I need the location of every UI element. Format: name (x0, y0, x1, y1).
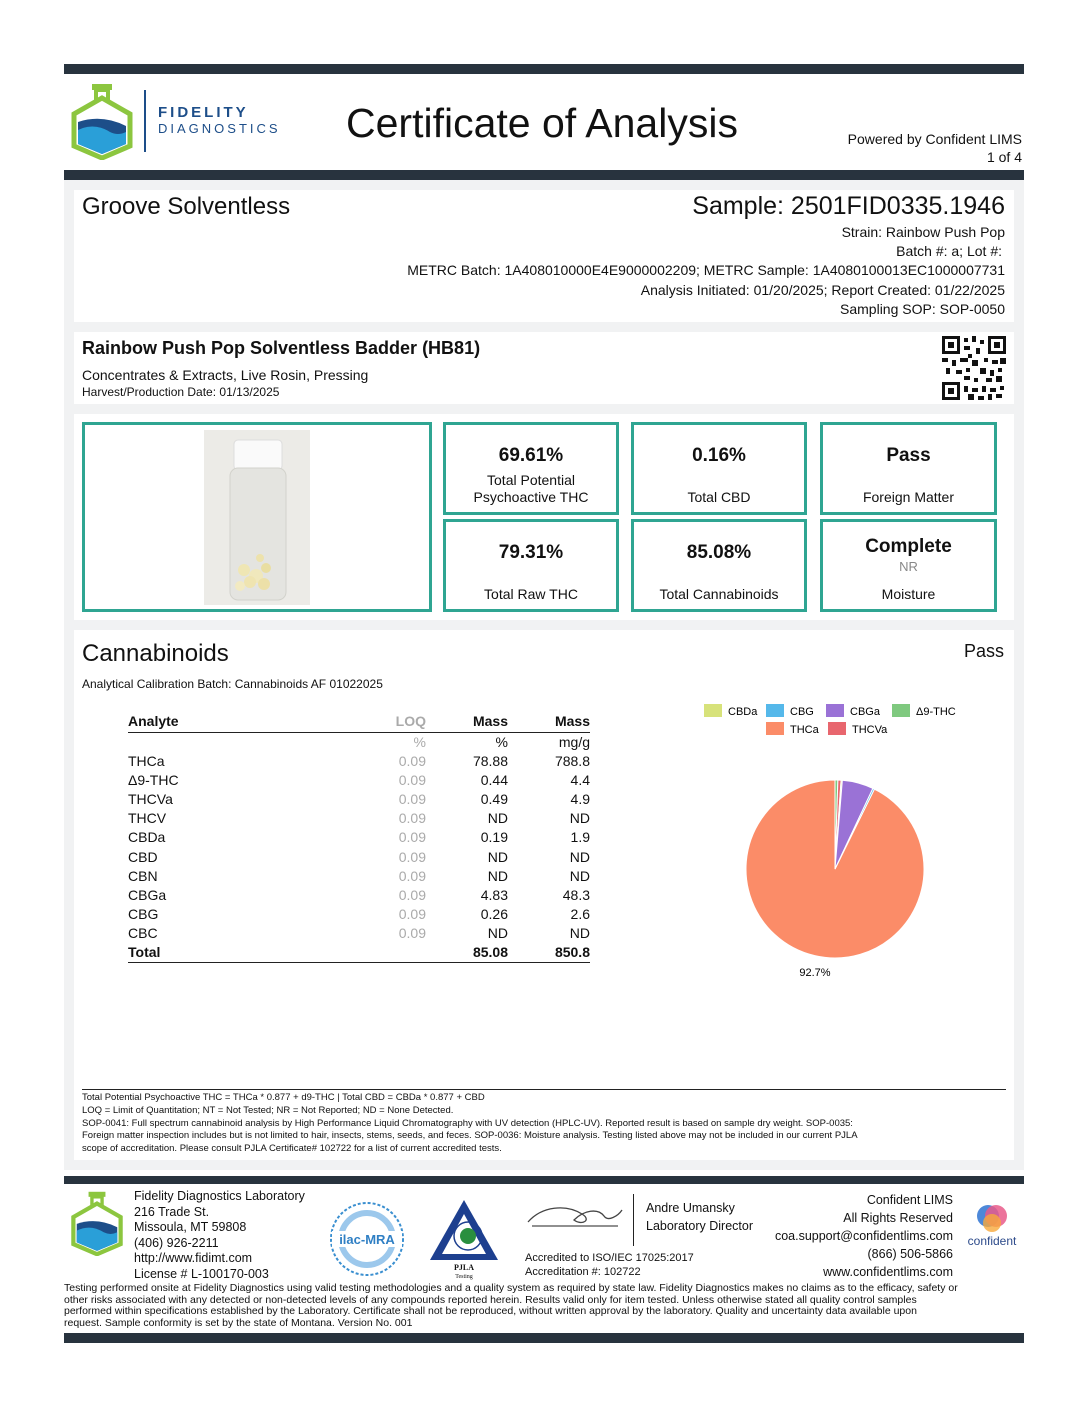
footnote-method-3: scope of accreditation. Please consult PJLA Certificate# 102722 for a list of current accredited tests. (82, 1143, 502, 1154)
legend-swatch (828, 722, 846, 735)
lab-street: 216 Trade St. (134, 1204, 210, 1219)
analyte-name: CBG (128, 906, 159, 923)
pie-data-label: 92.7% (799, 967, 831, 979)
metric-sub-value: NR (899, 559, 918, 574)
analyte-name: CBN (128, 867, 158, 884)
metric-moisture (820, 519, 997, 612)
analyte-loq: 0.09 (398, 752, 426, 769)
lab-phone: (406) 926-2211 (134, 1235, 219, 1250)
analyte-loq: 0.09 (398, 790, 426, 807)
footer-top-bar (64, 1176, 1024, 1184)
analyte-mass-pct: 78.88 (472, 752, 508, 769)
analyte-name: THCV (128, 810, 167, 827)
metrc-ids: METRC Batch: 1A408010000E4E9000002209; METRC Sample: 1A4080100013EC1000007731 (407, 262, 1005, 278)
harvest-date: Harvest/Production Date: 01/13/2025 (82, 385, 280, 399)
lab-website-link[interactable]: http://www.fidimt.com (134, 1251, 253, 1265)
analyte-mass-pct: 0.19 (480, 829, 508, 846)
analyte-mass-mg: ND (569, 867, 590, 884)
analyte-loq: 0.09 (398, 829, 426, 846)
analyte-name: Δ9-THC (128, 771, 179, 788)
header-divider-bar (64, 170, 1024, 180)
table-row (128, 752, 590, 771)
footnote-formula: Total Potential Psychoactive THC = THCa * 0.877 + d9-THC | Total CBD = CBDa * 0.877 + CBD (82, 1092, 485, 1103)
batch-lot: Batch #: a; Lot #: (896, 243, 1002, 259)
analysis-dates: Analysis Initiated: 01/20/2025; Report Created: 01/22/2025 (640, 282, 1005, 298)
analyte-name: CBGa (128, 886, 167, 903)
table-row (128, 809, 590, 828)
confident-name: Confident LIMS (866, 1193, 953, 1207)
footnote-abbrev: LOQ = Limit of Quantitation; NT = Not Tested; NR = Not Reported; ND = None Detected. (82, 1105, 454, 1116)
footnote-method-1: SOP-0041: Full spectrum cannabinoid analysis by High Performance Liquid Chromatography with UV detection (HPLC-UV). Reported result is based on sample dry weight. SOP-0035: (82, 1118, 853, 1129)
analyte-name: CBD (128, 848, 158, 865)
analyte-loq: 0.09 (398, 867, 426, 884)
metric-value: 0.16% (692, 445, 746, 466)
metric-value: 85.08% (686, 542, 752, 563)
metric-value: 79.31% (498, 542, 564, 563)
legend-item (766, 722, 820, 736)
table-row (128, 790, 590, 809)
disclaimer (64, 1283, 1024, 1329)
ilac-mra-text: ilac-MRA (339, 1232, 395, 1247)
table-row (128, 924, 590, 943)
table-row (128, 905, 590, 924)
lab-address (134, 1189, 305, 1282)
table-row (128, 771, 590, 790)
analyte-mass-mg: 1.9 (570, 829, 590, 846)
calibration-batch: Analytical Calibration Batch: Cannabinoids AF 01022025 (82, 677, 383, 691)
confident-email-link[interactable]: coa.support@confidentlims.com (774, 1229, 953, 1243)
confident-logo (962, 1200, 1022, 1252)
analyte-mass-mg: 788.8 (554, 752, 590, 769)
analyte-mass-pct: 0.26 (480, 906, 508, 923)
page-title: Certificate of Analysis (346, 100, 738, 146)
metric-total-raw-thc (443, 519, 619, 612)
legend-label: CBGa (850, 706, 880, 718)
analyte-loq: 0.09 (398, 848, 426, 865)
lab-name: Fidelity Diagnostics Laboratory (134, 1189, 305, 1203)
lab-city: Missoula, MT 59808 (134, 1220, 247, 1234)
bottom-bar (64, 1333, 1024, 1343)
legend-swatch (704, 704, 722, 717)
analyte-name: CBC (128, 925, 158, 942)
metric-total-psychoactive-thc (443, 422, 619, 515)
footnote-divider (82, 1089, 1006, 1090)
accreditation-number: Accreditation #: 102722 (525, 1266, 641, 1278)
analyte-loq: 0.09 (398, 925, 426, 942)
analyte-loq: 0.09 (398, 771, 426, 788)
total-mass-pct: 85.08 (426, 943, 508, 963)
disclaimer-line: other risks associated with any detected or non-detected levels of any compounds reported herein. Results valid only for item tested. Unless otherwise stated all quality control samples (64, 1293, 917, 1306)
analyte-mass-pct: ND (487, 867, 508, 884)
analyte-mass-mg: ND (569, 848, 590, 865)
legend-swatch (766, 704, 784, 717)
total-mass-mg: 850.8 (508, 943, 590, 963)
legend-swatch (826, 704, 844, 717)
analyte-loq: 0.09 (398, 886, 426, 903)
analyte-mass-mg: 2.6 (570, 906, 590, 923)
analyte-mass-mg: ND (569, 810, 590, 827)
iso-accreditation: Accredited to ISO/IEC 17025:2017 (525, 1252, 694, 1264)
analyte-mass-pct: ND (487, 810, 508, 827)
product-category: Concentrates & Extracts, Live Rosin, Pressing (82, 367, 369, 383)
analyte-mass-mg: 4.9 (570, 790, 590, 807)
analyte-mass-mg: 4.4 (570, 771, 590, 788)
cannabinoids-status: Pass (963, 641, 1004, 661)
analyte-mass-pct: 4.83 (480, 886, 508, 903)
page-number: 1 of 4 (986, 149, 1022, 165)
director-signature (522, 1196, 626, 1234)
analyte-loq: 0.09 (398, 810, 426, 827)
director-title: Laboratory Director (646, 1219, 753, 1233)
legend-item (826, 704, 881, 718)
table-header-row (128, 712, 590, 732)
metric-label: Foreign Matter (862, 489, 955, 505)
legend-label: THCVa (852, 724, 888, 736)
table-row (128, 828, 590, 847)
unit-cell: % (495, 733, 508, 750)
legend-label: THCa (790, 724, 819, 736)
signature-divider (633, 1194, 634, 1246)
metric-label: Total CBD (687, 489, 751, 505)
strain: Strain: Rainbow Push Pop (841, 224, 1005, 240)
header-loq: LOQ (328, 712, 426, 732)
sampling-sop: Sampling SOP: SOP-0050 (840, 301, 1005, 317)
product-photo (204, 430, 310, 605)
metric-foreign-matter (820, 422, 997, 515)
units-row (128, 732, 590, 752)
legend-label: CBG (790, 706, 814, 718)
disclaimer-line: request. Sample conformity is set by the state of Montana. Version No. 001 (64, 1316, 413, 1329)
unit-cell (128, 732, 328, 752)
legend-label: CBDa (728, 706, 758, 718)
analyte-mass-mg: ND (569, 925, 590, 942)
qr-code[interactable] (942, 336, 1006, 400)
legend-item (892, 704, 956, 718)
metric-label-line2: Psychoactive THC (473, 489, 589, 505)
fidelity-footer-logo (70, 1190, 124, 1256)
footnote-method-2: Foreign matter inspection includes but is not limited to hair, insects, stems, seeds, and feces. SOP-0036: Moisture analysis. Testing listed above may not be included in our current PJLA (82, 1130, 858, 1141)
legend-label: Δ9-THC (916, 706, 956, 718)
confident-contact (775, 1191, 953, 1281)
unit-cell: % (413, 733, 426, 750)
analyte-name: THCVa (128, 790, 173, 807)
pjla-text: PJLA (454, 1263, 474, 1272)
metric-value: Complete (865, 536, 952, 557)
analyte-name: THCa (128, 752, 165, 769)
cannabinoid-pie-chart (690, 700, 990, 990)
client-name: Groove Solventless (82, 193, 291, 220)
total-row (128, 943, 590, 963)
table-row (128, 886, 590, 905)
total-loq (328, 943, 426, 963)
metric-value: Pass (886, 445, 931, 466)
table-row (128, 847, 590, 866)
brand-name-bottom: DIAGNOSTICS (158, 121, 281, 136)
confident-phone: (866) 506-5866 (867, 1247, 953, 1261)
brand-name-top: FIDELITY (158, 104, 249, 121)
header-mass-pct: Mass (426, 712, 508, 732)
metric-label: Total Cannabinoids (659, 586, 779, 602)
analyte-mass-pct: ND (487, 925, 508, 942)
confident-rights: All Rights Reserved (843, 1211, 953, 1225)
brand-divider (144, 90, 146, 152)
metric-value: 69.61% (498, 445, 564, 466)
legend-item (704, 704, 758, 718)
header-analyte: Analyte (128, 712, 328, 732)
table-row (128, 867, 590, 886)
analyte-mass-pct: 0.49 (480, 790, 508, 807)
confident-logo-text: confident (967, 1234, 1017, 1248)
metric-total-cbd (631, 422, 807, 515)
ilac-mra-logo (328, 1200, 406, 1278)
pjla-sub-text: Testing (455, 1274, 473, 1280)
metric-total-cannabinoids (631, 519, 807, 612)
director-name: Andre Umansky (646, 1201, 735, 1215)
legend-swatch (766, 722, 784, 735)
top-bar (64, 64, 1024, 74)
legend-item (828, 722, 888, 736)
metric-label: Moisture (881, 586, 936, 602)
analyte-mass-pct: ND (487, 848, 508, 865)
cannabinoids-title: Cannabinoids (82, 640, 229, 667)
analyte-name: CBDa (128, 829, 166, 846)
metric-label: Total Raw THC (484, 586, 578, 602)
unit-cell: mg/g (558, 733, 590, 750)
fidelity-flask-logo (70, 82, 134, 160)
analyte-loq: 0.09 (398, 906, 426, 923)
cannabinoids-table (128, 712, 590, 963)
disclaimer-line: Testing performed onsite at Fidelity Diagnostics using valid testing methodologies and a quality system as required by state law. Fidelity Diagnostics makes no claims as to the efficacy, safety or (64, 1282, 958, 1294)
confident-website-link[interactable]: www.confidentlims.com (823, 1265, 953, 1279)
total-label: Total (128, 943, 328, 963)
pjla-logo (424, 1198, 504, 1280)
legend-swatch (892, 704, 910, 717)
product-name: Rainbow Push Pop Solventless Badder (HB81) (82, 338, 481, 358)
lab-license: License # L-100170-003 (134, 1266, 269, 1281)
metric-label-line1: Total Potential (487, 472, 575, 488)
header-mass-mg: Mass (508, 712, 590, 732)
disclaimer-line: performed within specifications established by the Laboratory. Certificate shall not be reproduced, without written approval by the laboratory. Quality and uncertainty data available upon (64, 1305, 917, 1317)
analyte-mass-mg: 48.3 (562, 886, 590, 903)
legend-item (766, 704, 814, 718)
sample-id: Sample: 2501FID0335.1946 (692, 192, 1005, 220)
analyte-mass-pct: 0.44 (480, 771, 508, 788)
powered-by: Powered by Confident LIMS (847, 131, 1022, 147)
